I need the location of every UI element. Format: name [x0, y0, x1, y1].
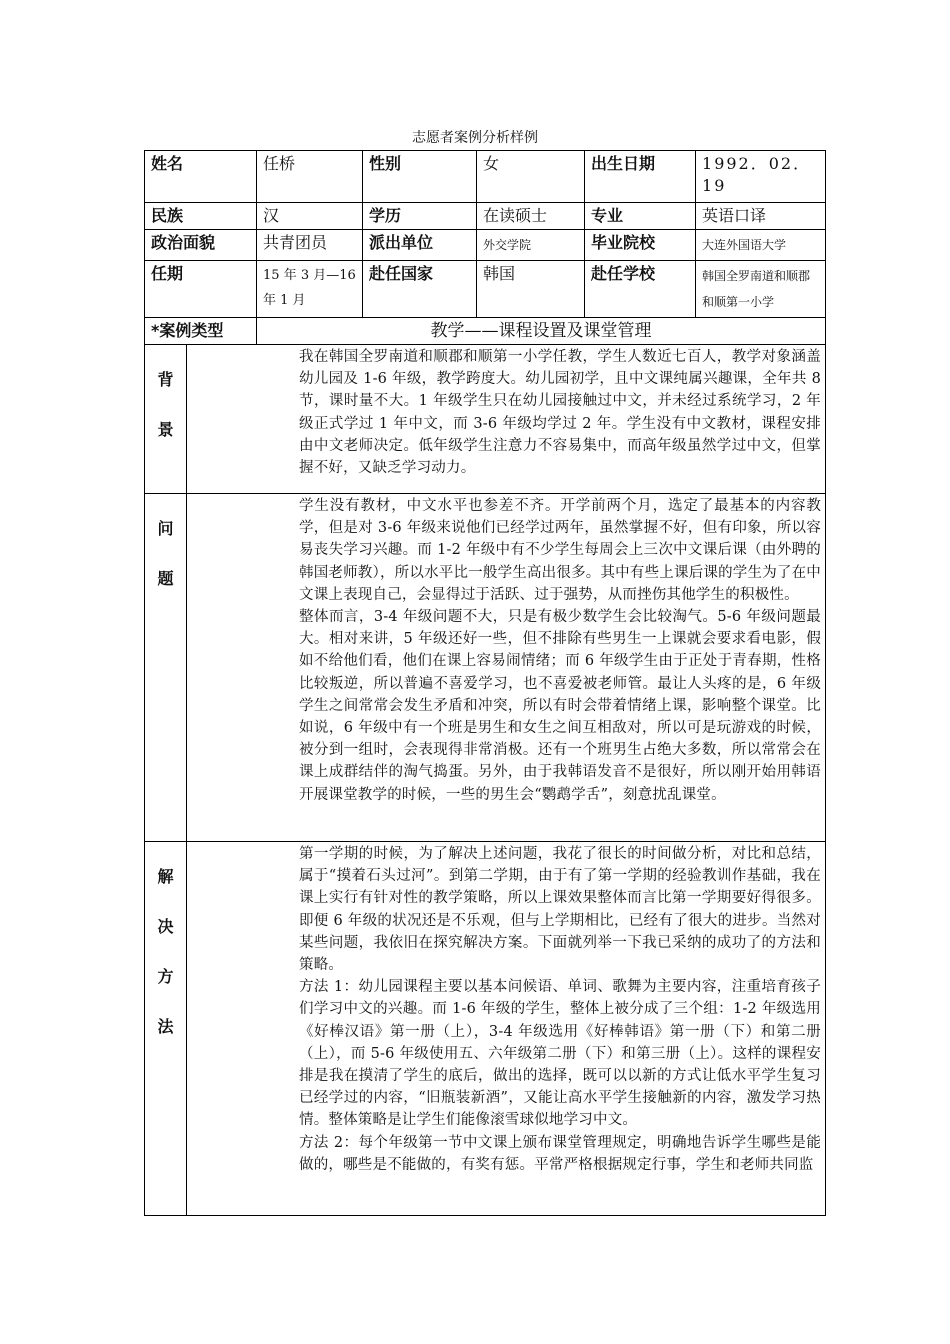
birth-value: 1992．02．19: [696, 151, 826, 203]
solution-heading: 解 决 方 法: [145, 842, 187, 1216]
case-table: [144, 150, 826, 1216]
education-value: 在读硕士: [477, 203, 585, 230]
country-value: 韩国: [477, 261, 585, 318]
birth-label: 出生日期: [585, 151, 696, 203]
problem-content: [187, 494, 826, 842]
background-paragraph: 我在韩国全罗南道和顺郡和顺第一小学任教，学生人数近七百人，教学对象涵盖幼儿园及 1-6 年级，教学跨度大。幼儿园初学，且中文课纯属兴趣课，全年共 8 节，课时量不大。1 年级学生只在幼儿园接触过中文，并未经过系统学习，2 年级正式学过 1 年中文，而 3-6 年级均学过 2 年。学生没有中文教材，课程安排由中文老师决定。低年级学生注意力不容易集中，而高年级虽然学过中文，但掌握不好，又缺乏学习动力。: [299, 349, 822, 477]
ethnic-label: 民族: [145, 203, 257, 230]
school-value: 韩国全罗南道和顺郡和顺第一小学: [696, 261, 826, 318]
solution-content: [187, 842, 826, 1216]
dispatch-label: 派出单位: [363, 230, 477, 261]
major-label: 专业: [585, 203, 696, 230]
political-label: 政治面貌: [145, 230, 257, 261]
document-title: 志愿者案例分析样例: [412, 130, 538, 146]
name-label: 姓名: [145, 151, 257, 203]
school-label: 赴任学校: [585, 261, 696, 318]
solution-paragraph: 方法 2：每个年级第一节中文课上颁布课堂管理规定，明确地告诉学生哪些是能做的，哪些是不能做的，有奖有惩。平常严格根据规定行事，学生和老师共同监: [299, 1134, 822, 1173]
background-content: [187, 345, 826, 494]
graduate-school-value: 大连外国语大学: [696, 230, 826, 261]
problem-paragraph: 整体而言，3-4 年级问题不大，只是有极少数学生会比较淘气。5-6 年级问题最大。相对来讲，5 年级还好一些，但不排除有些男生一上课就会要求看电影，假如不给他们看，他们在课上容易闹情绪；而 6 年级学生由于正处于青春期，性格比较叛逆，所以普遍不喜爱学习，也不喜爱被老师管。最让人头疼的是，6 年级学生之间常常会发生矛盾和冲突，所以有时会带着情绪上课，影响整个课堂。比如说，6 年级中有一个班是男生和女生之间互相敌对，所以可是玩游戏的时候，被分到一组时，会表现得非常消极。还有一个班男生占绝大多数，所以常常会在课上成群结伴的淘气捣蛋。另外，由于我韩语发音不是很好，所以刚开始用韩语开展课堂教学的时候，一些的男生会“鹦鹉学舌”，刻意扰乱课堂。: [299, 609, 822, 803]
education-label: 学历: [363, 203, 477, 230]
major-value: 英语口译: [696, 203, 826, 230]
country-label: 赴任国家: [363, 261, 477, 318]
term-label: 任期: [145, 261, 257, 318]
case-type-label: *案例类型: [145, 318, 257, 345]
solution-paragraph: 第一学期的时候，为了解决上述问题，我花了很长的时间做分析，对比和总结，属于“摸着石头过河”。到第二学期，由于有了第一学期的经验教训作基础，我在课上实行有针对性的教学策略，所以上课效果整体而言比第一学期要好得很多。即便 6 年级的状况还是不乐观，但与上学期相比，已经有了很大的进步。当然对某些问题，我依旧在探究解决方案。下面就列举一下我已采纳的成功了的方法和策略。: [299, 846, 822, 974]
problem-paragraph: 学生没有教材，中文水平也参差不齐。开学前两个月，选定了最基本的内容教学，但是对 3-6 年级来说他们已经学过两年，虽然掌握不好，但有印象，所以容易丧失学习兴趣。而 1-2 年级中有不少学生每周会上三次中文课后课（由外聘的韩国老师教），所以水平比一般学生高出很多。其中有些上课后课的学生为了在中文课上表现自己，会显得过于活跃、过于强势，从而挫伤其他学生的积极性。: [299, 498, 822, 603]
ethnic-value: 汉: [257, 203, 363, 230]
political-value: 共青团员: [257, 230, 363, 261]
background-heading: 背 景: [145, 345, 187, 494]
solution-paragraph: 方法 1：幼儿园课程主要以基本问候语、单词、歌舞为主要内容，注重培育孩子们学习中文的兴趣。而 1-6 年级的学生，整体上被分成了三个组：1-2 年级选用《好棒汉语》第一册（上），3-4 年级选用《好棒韩语》第一册（下）和第二册（上），而 5-6 年级使用五、六年级第二册（下）和第三册（上）。这样的课程安排是我在摸清了学生的底后，做出的选择，既可以以新的方式让低水平学生复习已经学过的内容，“旧瓶装新酒”，又能让高水平学生接触新的内容，激发学习热情。整体策略是让学生们能像滚雪球似地学习中文。: [299, 979, 822, 1129]
term-value: 15 年 3 月—16 年 1 月: [257, 261, 363, 318]
dispatch-value: 外交学院: [477, 230, 585, 261]
problem-heading: 问 题: [145, 494, 187, 842]
name-value: 任桥: [257, 151, 363, 203]
gender-label: 性别: [363, 151, 477, 203]
graduate-school-label: 毕业院校: [585, 230, 696, 261]
gender-value: 女: [477, 151, 585, 203]
case-type-value: 教学——课程设置及课堂管理: [257, 318, 826, 345]
